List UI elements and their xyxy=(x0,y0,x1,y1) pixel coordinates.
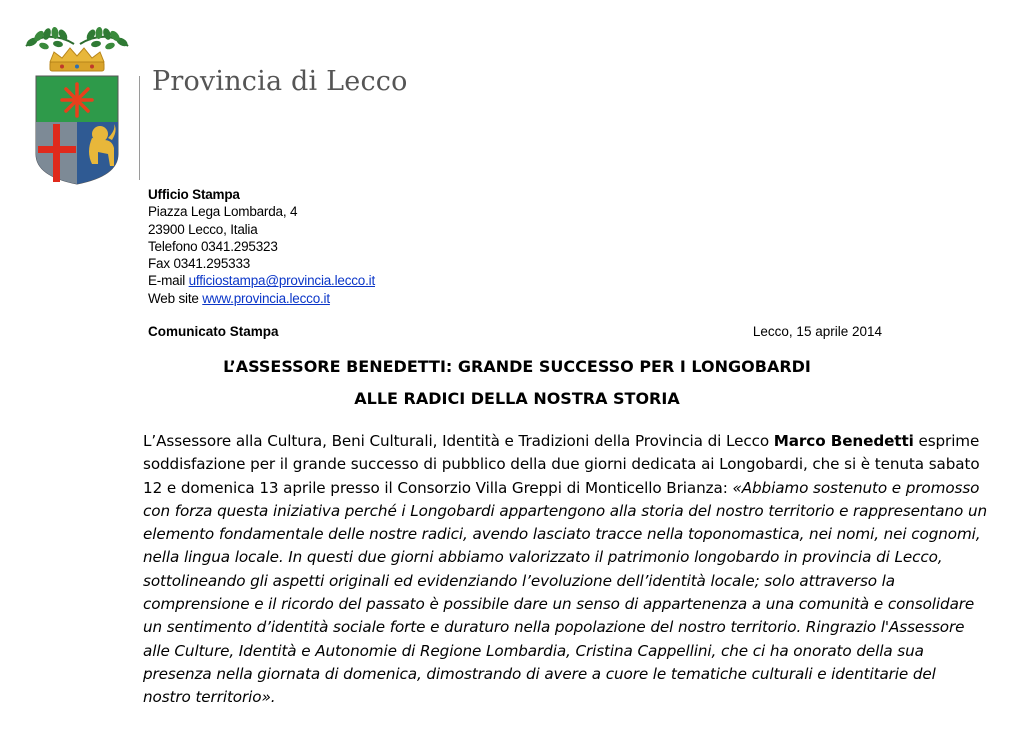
crown-icon xyxy=(50,48,104,71)
fax-line: Fax 0341.295333 xyxy=(148,256,251,272)
headline-line-2: ALLE RADICI DELLA NOSTRA STORIA xyxy=(354,389,680,408)
body-continuation: esprime soddisfazione per il grande successo di pubblico della due giorni dedicata ai Longobardi, che si è tenuta sabato 12 e domenica 13 aprile presso il Consorzio Villa Greppi di Monticello Brianza: xyxy=(143,432,980,497)
province-coat-of-arms-logo xyxy=(22,26,132,186)
office-name: Ufficio Stampa xyxy=(148,187,240,202)
address-line: Piazza Lega Lombarda, 4 xyxy=(148,204,298,220)
laurel-branch-icon xyxy=(25,27,129,51)
contact-block xyxy=(148,186,375,307)
email-label: E-mail xyxy=(148,273,186,289)
website-label: Web site xyxy=(148,290,199,306)
phone-line: Telefono 0341.295323 xyxy=(148,238,278,254)
website-link[interactable]: www.provincia.lecco.it xyxy=(202,290,330,306)
quote-text: «Abbiamo sostenuto e promosso con forza questa iniziativa perché i Longobardi appartengono alla storia del nostro territorio e rappresentano un elemento fondamentale delle nostre radici, avendo lasciato tracce nella toponomastica, nei nomi, nei cognomi, nella lingua locale. In questi due giorni abbiamo valorizzato il patrimonio longobardo in provincia di Lecco, sottolineando gli aspetti originali ed evidenziando l’evoluzione dell’identità locale; solo attraverso la comprensione e il ricordo del passato è possibile dare un senso di appartenenza a una comunità e consolidare un sentimento d’identità sociale forte e duraturo nella popolazione del nostro territorio. Ringrazio l'Assessore alle Culture, Identità e Autonomie di Regione Lombardia, Cristina Cappellini, che ci ha onorato della sua presenza nella giornata di domenica, dimostrando di avere a cuore le tematiche culturali e identitarie del nostro territorio». xyxy=(143,478,987,707)
article-body xyxy=(143,430,988,710)
release-date: Lecco, 15 aprile 2014 xyxy=(752,324,882,339)
body-intro: L’Assessore alla Cultura, Beni Culturali, Identità e Tradizioni della Provincia di Lecco xyxy=(143,432,774,450)
shield-icon xyxy=(36,76,118,184)
headline-line-1: L’ASSESSORE BENEDETTI: GRANDE SUCCESSO PER I LONGOBARDI xyxy=(223,357,811,376)
email-link[interactable]: ufficiostampa@provincia.lecco.it xyxy=(188,273,376,289)
assessore-name: Marco Benedetti xyxy=(773,432,914,450)
press-release-label: Comunicato Stampa xyxy=(148,324,279,339)
email-line xyxy=(148,272,375,289)
city-line: 23900 Lecco, Italia xyxy=(148,221,258,237)
header-divider xyxy=(139,76,140,180)
organization-name: Provincia di Lecco xyxy=(152,66,408,97)
website-line xyxy=(148,290,375,307)
